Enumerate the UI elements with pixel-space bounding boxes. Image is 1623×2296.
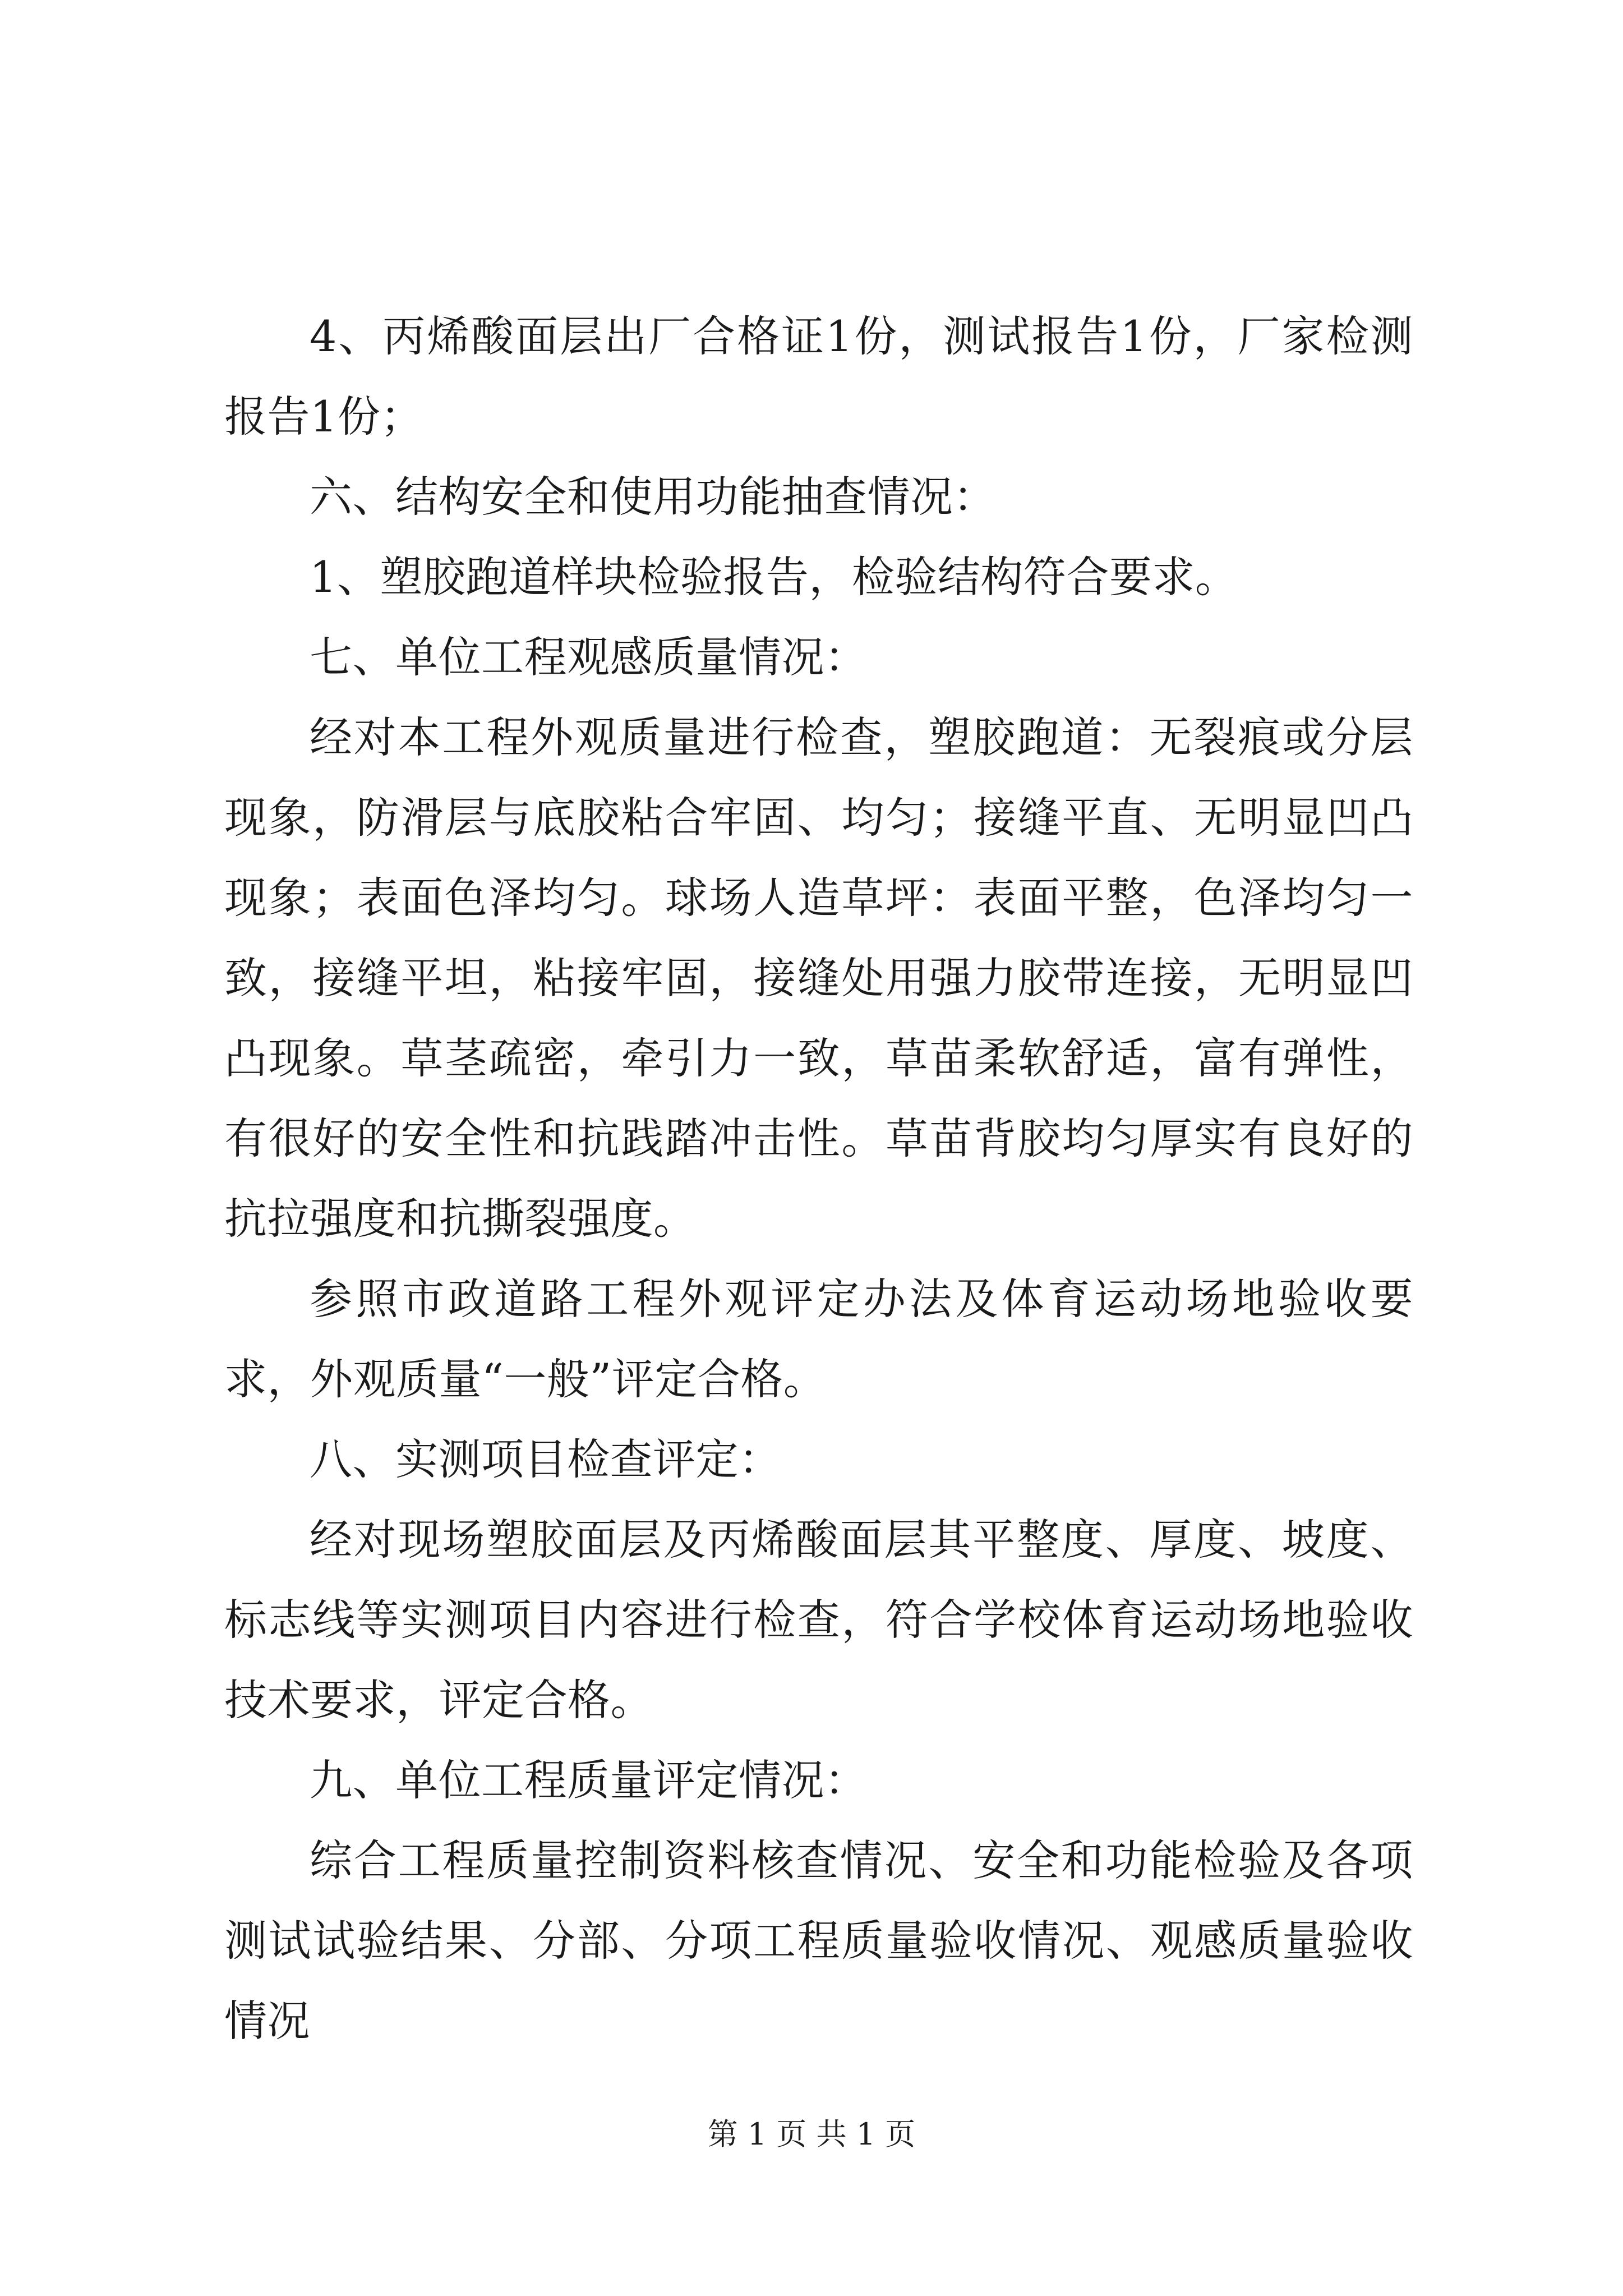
heading-section-7: 七、单位工程观感质量情况： (310, 632, 868, 682)
paragraph-appearance-rating: 参照市政道路工程外观评定办法及体育运动场地验收要求，外观质量“一般”评定合格。 (224, 1274, 1413, 1404)
heading-section-6: 六、结构安全和使用功能抽查情况： (310, 472, 996, 522)
paragraph-appearance-inspection: 经对本工程外观质量进行检查，塑胶跑道：无裂痕或分层现象，防滑层与底胶粘合牢固、均匀；接缝平直、无明显凹凸现象；表面色泽均匀。球场人造草坪：表面平整，色泽均匀一致，接缝平坦，粘接牢固，接缝处用强力胶带连接，无明显凹凸现象。草茎疏密，牵引力一致，草苗柔软舒适，富有弹性，有很好的安全性和抗践踏冲击性。草苗背胶均匀厚实有良好的抗拉强度和抗撕裂强度。 (224, 712, 1413, 1244)
paragraph-measured-items: 经对现场塑胶面层及丙烯酸面层其平整度、厚度、坡度、标志线等实测项目内容进行检查，符合学校体育运动场地验收技术要求，评定合格。 (224, 1515, 1413, 1725)
paragraph-materials-item-4: 4、丙烯酸面层出厂合格证1份，测试报告1份，厂家检测报告1份； (224, 311, 1413, 441)
document-body (224, 296, 1413, 2061)
page-footer: 第 1 页 共 1 页 (707, 2116, 916, 2152)
heading-section-8: 八、实测项目检查评定： (310, 1434, 782, 1484)
paragraph-overall-assessment: 综合工程质量控制资料核查情况、安全和功能检验及各项测试试验结果、分部、分项工程质量验收情况、观感质量验收情况 (224, 1835, 1413, 2046)
paragraph-sample-report: 1、塑胶跑道样块检验报告，检验结构符合要求。 (310, 552, 1238, 602)
heading-section-9: 九、单位工程质量评定情况： (310, 1755, 868, 1805)
